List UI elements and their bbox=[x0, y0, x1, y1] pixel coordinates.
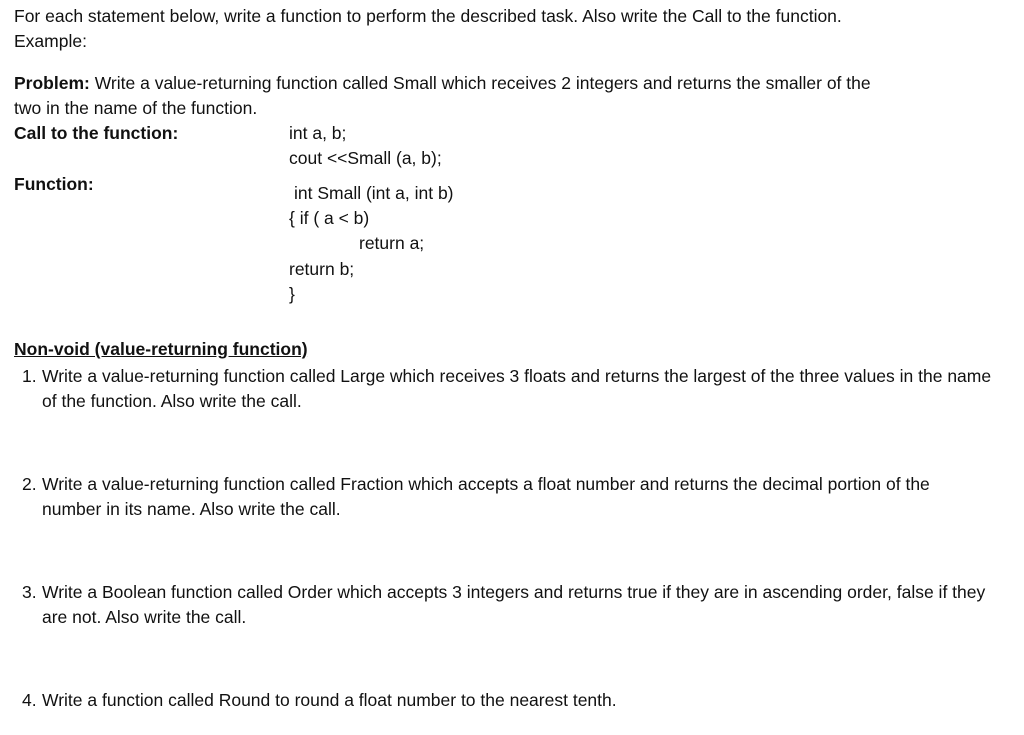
item-number: 2. bbox=[22, 474, 37, 494]
function-line-3: return a; bbox=[359, 233, 425, 253]
problem-statement bbox=[14, 71, 871, 96]
list-item bbox=[22, 472, 992, 522]
intro-line-2: Example: bbox=[14, 31, 87, 51]
list-item bbox=[22, 688, 992, 713]
problem-text: Write a value-returning function called Small which receives 2 integers and returns the smaller of the bbox=[89, 73, 871, 93]
item-number: 3. bbox=[22, 582, 37, 602]
call-line-2: cout <<Small (a, b); bbox=[289, 148, 442, 168]
item-text: Write a Boolean function called Order which accepts 3 integers and returns true if they are in ascending order, false if they are not. Also write the call. bbox=[42, 582, 986, 627]
call-label: Call to the function: bbox=[14, 123, 179, 143]
item-number: 4. bbox=[22, 690, 37, 710]
item-number: 1. bbox=[22, 366, 37, 386]
item-text: Write a function called Round to round a float number to the nearest tenth. bbox=[42, 690, 617, 710]
item-text: Write a value-returning function called Fraction which accepts a float number and returns the decimal portion of the number in its name. Also write the call. bbox=[42, 474, 930, 519]
function-line-1: int Small (int a, int b) bbox=[294, 183, 454, 203]
call-line-1: int a, b; bbox=[289, 123, 347, 143]
function-label: Function: bbox=[14, 174, 94, 194]
list-item bbox=[22, 364, 992, 414]
problem-label: Problem: bbox=[14, 73, 90, 93]
section-heading: Non-void (value-returning function) bbox=[14, 339, 308, 359]
function-line-5: } bbox=[289, 284, 295, 304]
intro-line-1: For each statement below, write a function to perform the described task. Also write the Call to the function. bbox=[14, 6, 842, 26]
function-line-4: return b; bbox=[289, 259, 355, 279]
problem-text-line-2: two in the name of the function. bbox=[14, 98, 258, 118]
function-line-2: { if ( a < b) bbox=[289, 208, 370, 228]
list-item bbox=[22, 580, 992, 630]
item-text: Write a value-returning function called Large which receives 3 floats and returns the largest of the three values in the name of the function. Also write the call. bbox=[42, 366, 992, 411]
